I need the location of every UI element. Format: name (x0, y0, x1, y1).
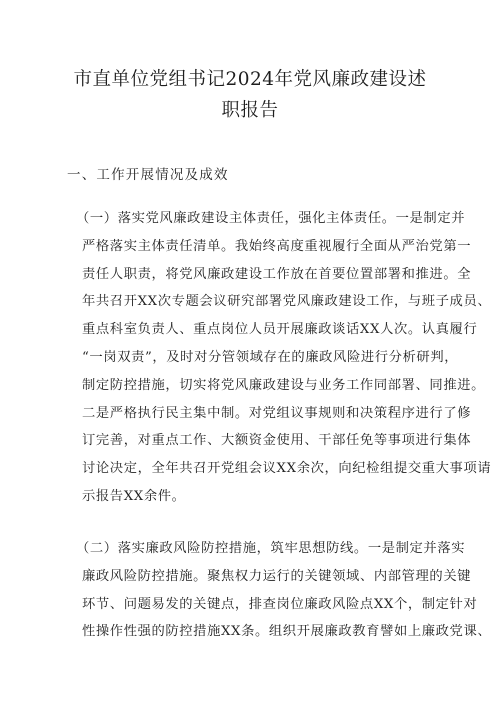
paragraph-line: 二是严格执行民主集中制。对党组议事规则和决策程序进行了修 (82, 405, 472, 421)
paragraph-line: 责任人职责，将党风廉政建设工作放在首要位置部署和推进。全 (82, 266, 472, 282)
paragraph-1 (76, 205, 492, 511)
paragraph-line: 重点科室负责人、重点岗位人员开展廉政谈话XX人次。认真履行 (82, 322, 478, 338)
paragraph-line: 制定防控措施，切实将党风廉政建设与业务工作同部署、同推进。 (82, 377, 486, 393)
title-line-2: 职报告 (221, 100, 279, 121)
title-line-1: 市直单位党组书记2024年党风廉政建设述 (73, 69, 427, 90)
paragraph-line: （一）落实党风廉政建设主体责任，强化主体责任。一是制定并 (76, 211, 466, 226)
paragraph-line: 环节、问题易发的关键点，排查岗位廉政风险点XX个，制定针对 (82, 596, 478, 612)
section-heading: 一、工作开展情况及成效 (67, 167, 229, 183)
paragraph-line: 性操作性强的防控措施XX条。组织开展廉政教育譬如上廉政党课、 (82, 624, 492, 640)
paragraph-line: 订完善，对重点工作、大额资金使用、干部任免等事项进行集体 (82, 433, 472, 449)
paragraph-line: （二）落实廉政风险防控措施，筑牢思想防线。一是制定并落实 (76, 541, 466, 556)
paragraph-line: “一岗双责”，及时对分管领域存在的廉政风险进行分析研判， (82, 349, 459, 365)
paragraph-line: 讨论决定，全年共召开党组会议XX余次，向纪检组提交重大事项请 (82, 461, 492, 477)
paragraph-line: 廉政风险防控措施。聚焦权力运行的关键领域、内部管理的关键 (82, 568, 472, 584)
paragraph-2 (76, 535, 492, 646)
paragraph-line: 年共召开XX次专题会议研究部署党风廉政建设工作，与班子成员、 (82, 294, 492, 310)
paragraph-line: 示报告XX余件。 (82, 488, 186, 504)
paragraph-line: 严格落实主体责任清单。我始终高度重视履行全面从严治党第一 (82, 238, 472, 254)
